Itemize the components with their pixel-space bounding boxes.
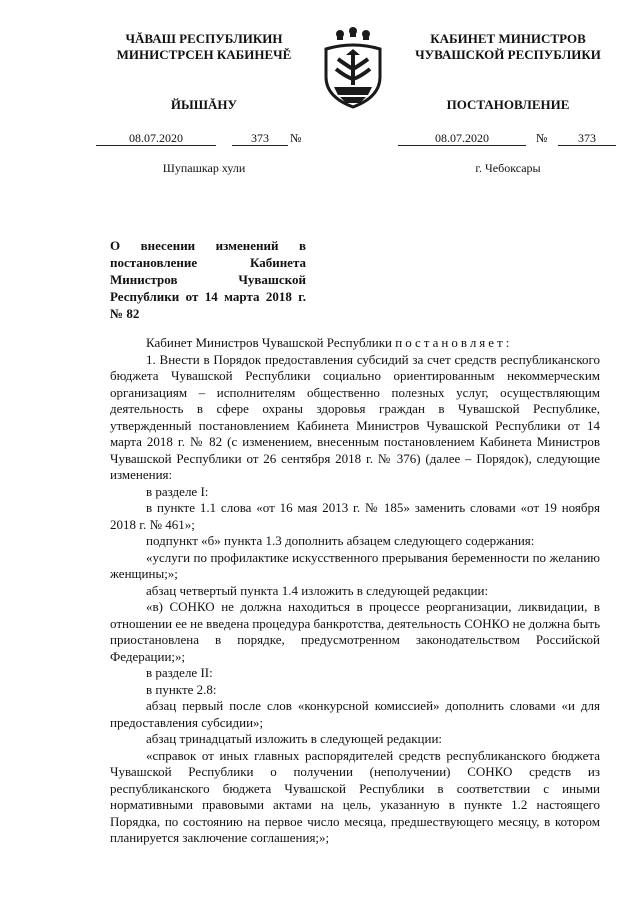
number-right: 373 [558, 131, 616, 146]
body-paragraph: абзац четвертый пункта 1.4 изложить в следующей редакции: [146, 582, 489, 598]
chuvash-emblem-icon [316, 25, 390, 113]
intro-paragraph [110, 335, 600, 352]
body-paragraph: «услуги по профилактике искусственного прерывания беременности по желанию женщины;»; [110, 549, 600, 581]
header-left-line1: ЧĂВАШ РЕСПУБЛИКИН [125, 31, 283, 46]
document-subject: О внесении изменений в постановление Кабинета Министров Чувашской Республики от 14 марта 2018 г. № 82 [110, 238, 306, 321]
intro-prefix: Кабинет Министров Чувашской Республики [146, 335, 392, 350]
header-right [398, 31, 618, 63]
document-body [110, 335, 600, 847]
body-paragraph: абзац первый после слов «конкурсной комиссией» дополнить словами «и для предоставления субсидии»; [110, 698, 600, 730]
header-right-line1: КАБИНЕТ МИНИСТРОВ [430, 31, 586, 46]
doc-type-right: ПОСТАНОВЛЕНИЕ [446, 97, 570, 112]
number-left: 373 [232, 131, 288, 146]
body-paragraph: подпункт «б» пункта 1.3 дополнить абзацем следующего содержания: [146, 533, 535, 548]
body-paragraph: 1. Внести в Порядок предоставления субсидий за счет средств республиканского бюджета Чувашской Республики социально ориентированным некоммерческим организациям – исполнителям общественно полезных услуг, осуществляющим деятельность в сфере охраны здоровья граждан в Чувашской Республике, утвержденный постановлением Кабинета Министров Чувашской Республики от 14 марта 2018 г. № 82 (с изменением, внесенным постановлением Кабинета Министров Чувашской Республики от 26 сентября 2018 г. № 376) (далее – Порядок), следующие изменения: [110, 351, 600, 482]
date-right: 08.07.2020 [398, 131, 526, 146]
header-right-line2: ЧУВАШСКОЙ РЕСПУБЛИКИ [415, 47, 601, 62]
body-paragraph: абзац тринадцатый изложить в следующей редакции: [146, 731, 443, 746]
city-left: Шупашкар хули [162, 161, 246, 175]
number-sign-right: № [536, 131, 548, 145]
city-right: г. Чебоксары [475, 161, 541, 175]
header-left-line2: МИНИСТРСЕН КАБИНЕЧĚ [116, 47, 292, 62]
body-paragraph: «в) СОНКО не должна находиться в процессе реорганизации, ликвидации, в отношении ее не введена процедура банкротства, деятельность СОНКО не должна быть приостановлена в порядке, предусмотренном законодательством Российской Федерации;»; [110, 599, 600, 664]
date-number-left [96, 131, 312, 147]
body-paragraph: «справок от иных главных распорядителей средств республиканского бюджета Чувашской Республики о получении (неполучении) СОНКО средств из республиканского бюджета Чувашской Республики в соответствии с иными нормативными правовыми актами на цель, указанную в пункте 1.2 настоящего Порядка, по состоянию на первое число месяца, предшествующего месяцу, в котором планируется заключение соглашения;»; [110, 747, 600, 845]
body-paragraph: в пункте 2.8: [146, 681, 217, 697]
date-left: 08.07.2020 [96, 131, 216, 146]
number-sign-left: № [290, 131, 302, 145]
header-left [96, 31, 312, 63]
doc-type-left: ЙЫШĂНУ [170, 97, 238, 112]
body-paragraph: в разделе II: [146, 665, 213, 680]
body-paragraph: в разделе I: [146, 483, 209, 499]
intro-verb: постановляет: [395, 335, 513, 350]
body-paragraph: в пункте 1.1 слова «от 16 мая 2013 г. № 185» заменить словами «от 19 ноября 2018 г. № 461»; [110, 500, 600, 532]
date-number-right [398, 131, 618, 147]
